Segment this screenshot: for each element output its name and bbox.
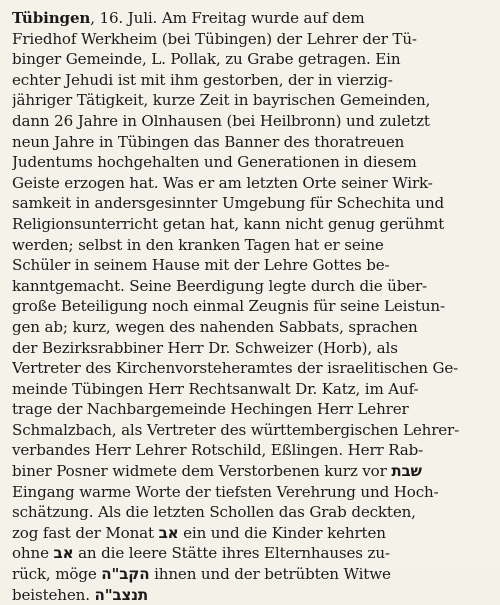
article-line: ohne אב an die leere Stätte ihres Elternhauses zu- [12, 544, 390, 563]
article-line: der Bezirksrabbiner Herr Dr. Schweizer (Horb), als [12, 338, 398, 357]
article-line: Eingang warme Worte der tiefsten Verehrung und Hoch- [12, 482, 439, 501]
obituary-article [12, 8, 492, 605]
article-line: trage der Nachbargemeinde Hechingen Herr Lehrer [12, 400, 409, 419]
article-line: Schüler in seinem Hause mit der Lehre Gottes be- [12, 256, 390, 275]
article-line: Schmalzbach, als Vertreter des württembergischen Lehrer- [12, 420, 460, 439]
article-line: beistehen. תנצב"ה [12, 585, 149, 604]
article-line: Religionsunterricht getan hat, kann nicht genug gerühmt [12, 214, 445, 233]
article-line: verbandes Herr Lehrer Rotschild, Eßlingen. Herr Rab- [12, 441, 424, 460]
article-line: schätzung. Als die letzten Schollen das Grab deckten, [12, 503, 416, 522]
article-line: gen ab; kurz, wegen des nahenden Sabbats, sprachen [12, 317, 418, 336]
article-line: Judentums hochgehalten und Generationen in diesem [12, 153, 417, 172]
article-line: neun Jahre in Tübingen das Banner des thoratreuen [12, 132, 405, 151]
article-line: jähriger Tätigkeit, kurze Zeit in bayrischen Gemeinden, [12, 91, 431, 110]
article-line: biner Posner widmete dem Verstorbenen kurz vor שבת [12, 462, 422, 481]
article-line: Tübingen, 16. Juli. Am Freitag wurde auf dem [12, 9, 365, 27]
hebrew-word: הקב"ה [101, 565, 150, 584]
article-line: binger Gemeinde, L. Pollak, zu Grabe getragen. Ein [12, 50, 401, 69]
article-line: samkeit in andersgesinnter Umgebung für Schechita und [12, 194, 445, 213]
article-line: echter Jehudi ist mit ihm gestorben, der in vierzig- [12, 70, 393, 89]
article-line: rück, möge הקב"ה ihnen und der betrübten Witwe [12, 565, 391, 584]
article-line: kanntgemacht. Seine Beerdigung legte durch die über- [12, 276, 428, 295]
hebrew-word: אב [53, 544, 74, 563]
hebrew-word: אב [158, 523, 179, 542]
article-line: große Beteiligung noch einmal Zeugnis für seine Leistun- [12, 297, 445, 316]
dateline-place: Tübingen [12, 9, 91, 27]
hebrew-word: תנצב"ה [94, 585, 149, 604]
article-line: Geiste erzogen hat. Was er am letzten Orte seiner Wirk- [12, 173, 433, 192]
article-line: dann 26 Jahre in Olnhausen (bei Heilbronn) und zuletzt [12, 111, 430, 130]
article-line: Vertreter des Kirchenvorsteheramtes der israelitischen Ge- [12, 359, 459, 378]
article-line: zog fast der Monat אב ein und die Kinder kehrten [12, 523, 386, 542]
article-line: meinde Tübingen Herr Rechtsanwalt Dr. Katz, im Auf- [12, 379, 419, 398]
article-line: Friedhof Werkheim (bei Tübingen) der Lehrer der Tü- [12, 29, 417, 48]
article-line: werden; selbst in den kranken Tagen hat er seine [12, 235, 384, 254]
hebrew-word: שבת [391, 462, 422, 481]
